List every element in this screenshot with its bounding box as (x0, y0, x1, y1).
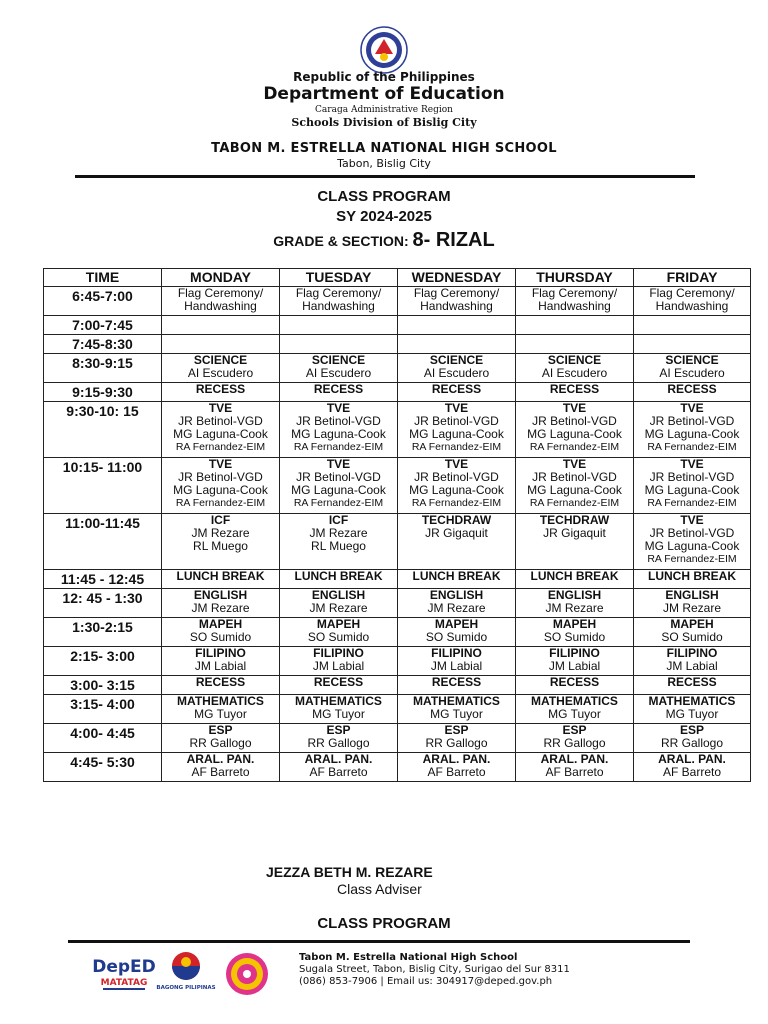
schedule-cell (634, 724, 751, 753)
schedule-cell (398, 695, 516, 724)
teacher-name: RA Fernandez-EIM (647, 497, 737, 509)
schedule-cell (516, 514, 634, 570)
schedule-cell (634, 570, 751, 589)
time-slot: 4:45- 5:30 (44, 753, 162, 782)
subject-name: MATHEMATICS (295, 694, 382, 708)
subject-name: ARAL. PAN. (186, 752, 255, 766)
activity-text: Handwashing (538, 299, 611, 313)
schedule-cell (280, 695, 398, 724)
subject-name: ESP (208, 723, 233, 737)
subject-name: RECESS (195, 675, 246, 689)
subject-name: ICF (210, 513, 231, 527)
subject-name: LUNCH BREAK (412, 569, 501, 583)
schedule-cell (162, 589, 280, 618)
subject-name: MATHEMATICS (413, 694, 500, 708)
schedule-cell (634, 383, 751, 402)
subject-name: SCIENCE (665, 353, 719, 367)
subject-name: SCIENCE (429, 353, 484, 367)
schedule-cell (398, 354, 516, 383)
schedule-cell (516, 753, 634, 782)
footer-contact: (086) 853-7906 | Email us: 304917@deped.gov.ph (299, 976, 553, 987)
subject-name: ARAL. PAN. (658, 752, 726, 766)
schedule-cell (162, 676, 280, 695)
teacher-name: MG Laguna-Cook (173, 483, 268, 497)
schedule-cell (162, 514, 280, 570)
grade-section-label: GRADE & SECTION: (273, 233, 413, 249)
schedule-cell (634, 354, 751, 383)
teacher-name: JM Labial (194, 659, 247, 673)
time-slot: 9:30-10: 15 (44, 402, 162, 458)
table-row (44, 514, 751, 570)
teacher-name: MG Laguna-Cook (291, 427, 386, 441)
teacher-name: JR Betinol-VGD (178, 414, 263, 428)
schedule-cell (162, 618, 280, 647)
schedule-cell (280, 753, 398, 782)
schedule-cell (634, 316, 751, 335)
subject-name: SCIENCE (311, 353, 366, 367)
grade-section-value: 8- RIZAL (412, 229, 495, 251)
teacher-name: AF Barreto (545, 765, 604, 779)
subject-name: RECESS (667, 675, 717, 689)
subject-name: ENGLISH (311, 588, 366, 602)
teacher-name: AF Barreto (309, 765, 368, 779)
teacher-name: RA Fernandez-EIM (411, 497, 502, 509)
schedule-cell (398, 514, 516, 570)
teacher-name: SO Sumido (189, 630, 252, 644)
subject-name: MATHEMATICS (177, 694, 264, 708)
schedule-cell (516, 695, 634, 724)
subject-name: RECESS (667, 382, 717, 396)
subject-name: MAPEH (670, 617, 714, 631)
schedule-cell (162, 458, 280, 514)
table-row (44, 316, 751, 335)
class-schedule-table (43, 268, 751, 782)
schedule-cell (516, 402, 634, 458)
bagong-logo-text: BAGONG PILIPINAS (156, 985, 216, 991)
subject-name: MAPEH (316, 617, 361, 631)
column-header: FRIDAY (634, 269, 751, 287)
teacher-name: MG Laguna-Cook (644, 483, 740, 497)
subject-name: ARAL. PAN. (540, 752, 609, 766)
teacher-name: JR Gigaquit (543, 526, 606, 540)
table-row (44, 570, 751, 589)
table-row (44, 724, 751, 753)
subject-name: TVE (680, 401, 704, 415)
table-row (44, 402, 751, 458)
schedule-cell (398, 458, 516, 514)
table-row (44, 383, 751, 402)
schedule-cell (516, 316, 634, 335)
schedule-cell (280, 570, 398, 589)
deped-logo-text: DepED (92, 957, 156, 977)
activity-text: Flag Ceremony/ (531, 286, 618, 300)
schedule-cell (162, 316, 280, 335)
subject-name: ARAL. PAN. (422, 752, 491, 766)
teacher-name: JR Betinol-VGD (414, 470, 499, 484)
activity-text: Handwashing (420, 299, 493, 313)
activity-text: Handwashing (655, 299, 729, 313)
teacher-name: RA Fernandez-EIM (411, 441, 502, 453)
subject-name: FILIPINO (666, 646, 718, 660)
teacher-name: SO Sumido (661, 630, 723, 644)
schedule-cell (398, 287, 516, 316)
column-header: MONDAY (162, 269, 280, 287)
subject-name: MAPEH (552, 617, 597, 631)
teacher-name: RR Gallogo (660, 736, 724, 750)
subject-name: LUNCH BREAK (648, 569, 736, 583)
footer-address: Sugala Street, Tabon, Bislig City, Surigao del Sur 8311 (299, 964, 570, 975)
table-row (44, 647, 751, 676)
header-department: Department of Education (263, 84, 505, 104)
grade-section (0, 229, 768, 252)
teacher-name: RA Fernandez-EIM (293, 497, 384, 509)
schedule-cell (398, 589, 516, 618)
subject-name: ENGLISH (665, 588, 719, 602)
table-row (44, 753, 751, 782)
subject-name: TECHDRAW (539, 513, 610, 527)
schedule-cell (162, 287, 280, 316)
subject-name: LUNCH BREAK (530, 569, 619, 583)
subject-name: ESP (679, 723, 704, 737)
time-slot: 7:00-7:45 (44, 316, 162, 335)
teacher-name: JM Labial (548, 659, 601, 673)
schedule-cell (398, 316, 516, 335)
teacher-name: RA Fernandez-EIM (647, 553, 737, 565)
teacher-name: MG Laguna-Cook (291, 483, 386, 497)
teacher-name: JR Betinol-VGD (649, 414, 735, 428)
deped-seal-logo (360, 26, 408, 74)
time-slot: 1:30-2:15 (44, 618, 162, 647)
program-title: CLASS PROGRAM (317, 188, 451, 205)
schedule-cell (280, 589, 398, 618)
teacher-name: RA Fernandez-EIM (529, 441, 620, 453)
subject-name: ESP (326, 723, 351, 737)
subject-name: RECESS (313, 675, 364, 689)
schedule-cell (280, 647, 398, 676)
header-division: Schools Division of Bislig City (291, 116, 477, 129)
schedule-cell (162, 354, 280, 383)
schedule-cell (280, 383, 398, 402)
header-divider (75, 175, 695, 178)
adviser-name: JEZZA BETH M. REZARE (266, 864, 433, 880)
activity-text: Handwashing (184, 299, 257, 313)
subject-name: ENGLISH (193, 588, 248, 602)
teacher-name: MG Tuyor (665, 707, 719, 721)
subject-name: LUNCH BREAK (294, 569, 383, 583)
schedule-cell (162, 402, 280, 458)
subject-name: ICF (328, 513, 349, 527)
subject-name: TVE (208, 401, 233, 415)
bagong-pilipinas-logo (156, 948, 216, 992)
table-header-row (44, 269, 751, 287)
schedule-cell (280, 316, 398, 335)
subject-name: TECHDRAW (421, 513, 492, 527)
activity-text: Handwashing (302, 299, 375, 313)
subject-name: TVE (444, 401, 469, 415)
subject-name: TVE (326, 401, 351, 415)
subject-name: TVE (562, 457, 587, 471)
table-row (44, 458, 751, 514)
teacher-name: JR Betinol-VGD (178, 470, 263, 484)
time-slot: 3:00- 3:15 (44, 676, 162, 695)
teacher-name: RR Gallogo (307, 736, 370, 750)
teacher-name: MG Laguna-Cook (644, 539, 740, 553)
teacher-name: MG Tuyor (194, 707, 247, 721)
schedule-cell (398, 647, 516, 676)
time-slot: 7:45-8:30 (44, 335, 162, 354)
subject-name: TVE (680, 457, 704, 471)
matatag-logo-text: MATATAG (100, 978, 148, 988)
schedule-cell (516, 335, 634, 354)
teacher-name: AI Escudero (659, 366, 725, 380)
subject-name: MAPEH (198, 617, 243, 631)
teacher-name: JM Labial (666, 659, 718, 673)
schedule-cell (398, 676, 516, 695)
time-slot: 3:15- 4:00 (44, 695, 162, 724)
header-school: TABON M. ESTRELLA NATIONAL HIGH SCHOOL (211, 141, 557, 156)
teacher-name: JM Rezare (662, 601, 721, 615)
school-seal-logo (225, 952, 269, 996)
teacher-name: RA Fernandez-EIM (175, 441, 266, 453)
schedule-cell (516, 383, 634, 402)
column-header: THURSDAY (516, 269, 634, 287)
footer-title: CLASS PROGRAM (317, 915, 451, 932)
school-year: SY 2024-2025 (336, 208, 432, 225)
table-row (44, 589, 751, 618)
teacher-name: RR Gallogo (543, 736, 606, 750)
header-region: Caraga Administrative Region (315, 105, 453, 115)
schedule-cell (398, 618, 516, 647)
schedule-cell (634, 287, 751, 316)
teacher-name: JM Labial (312, 659, 365, 673)
activity-text: Flag Ceremony/ (177, 286, 264, 300)
schedule-cell (162, 383, 280, 402)
footer-divider (68, 940, 690, 943)
teacher-name: AI Escudero (187, 366, 254, 380)
subject-name: ESP (562, 723, 587, 737)
schedule-cell (634, 676, 751, 695)
teacher-name: MG Tuyor (430, 707, 483, 721)
schedule-cell (162, 695, 280, 724)
teacher-name: JR Betinol-VGD (296, 414, 381, 428)
teacher-name: SO Sumido (425, 630, 488, 644)
subject-name: RECESS (549, 382, 600, 396)
teacher-name: JM Rezare (309, 601, 368, 615)
time-slot: 4:00- 4:45 (44, 724, 162, 753)
teacher-name: JR Betinol-VGD (649, 526, 735, 540)
schedule-cell (280, 458, 398, 514)
teacher-name: JM Rezare (427, 601, 486, 615)
schedule-cell (516, 618, 634, 647)
header-republic: Republic of the Philippines (293, 70, 475, 84)
teacher-name: MG Tuyor (312, 707, 365, 721)
subject-name: RECESS (549, 675, 600, 689)
deped-matatag-logo (92, 950, 156, 992)
time-slot: 11:45 - 12:45 (44, 570, 162, 589)
table-row (44, 354, 751, 383)
header-location: Tabon, Bislig City (337, 157, 431, 170)
schedule-cell (280, 724, 398, 753)
time-slot: 11:00-11:45 (44, 514, 162, 570)
schedule-cell (162, 753, 280, 782)
schedule-cell (516, 458, 634, 514)
subject-name: MATHEMATICS (531, 694, 618, 708)
teacher-name: JR Betinol-VGD (532, 470, 617, 484)
time-slot: 6:45-7:00 (44, 287, 162, 316)
schedule-cell (162, 647, 280, 676)
table-row (44, 676, 751, 695)
teacher-name: AI Escudero (541, 366, 608, 380)
subject-name: RECESS (195, 382, 246, 396)
teacher-name: MG Laguna-Cook (644, 427, 740, 441)
activity-text: Flag Ceremony/ (295, 286, 382, 300)
teacher-name: MG Laguna-Cook (409, 483, 504, 497)
subject-name: LUNCH BREAK (176, 569, 265, 583)
schedule-cell (280, 618, 398, 647)
subject-name: RECESS (431, 675, 482, 689)
adviser-role: Class Adviser (337, 881, 422, 897)
subject-name: RECESS (313, 382, 364, 396)
column-header: TUESDAY (280, 269, 398, 287)
schedule-cell (162, 570, 280, 589)
teacher-name: JR Betinol-VGD (649, 470, 735, 484)
teacher-name: JR Gigaquit (425, 526, 488, 540)
teacher-name: RL Muego (311, 539, 366, 553)
time-slot: 12: 45 - 1:30 (44, 589, 162, 618)
schedule-cell (280, 402, 398, 458)
teacher-name: JM Labial (430, 659, 483, 673)
column-header: WEDNESDAY (398, 269, 516, 287)
schedule-cell (398, 383, 516, 402)
schedule-cell (634, 647, 751, 676)
subject-name: ESP (444, 723, 469, 737)
teacher-name: MG Laguna-Cook (409, 427, 504, 441)
table-row (44, 618, 751, 647)
schedule-cell (162, 335, 280, 354)
subject-name: TVE (680, 513, 704, 527)
teacher-name: MG Tuyor (548, 707, 601, 721)
schedule-cell (516, 287, 634, 316)
schedule-cell (634, 753, 751, 782)
schedule-cell (516, 676, 634, 695)
schedule-cell (280, 335, 398, 354)
teacher-name: JM Rezare (545, 601, 604, 615)
time-slot: 10:15- 11:00 (44, 458, 162, 514)
schedule-cell (634, 458, 751, 514)
teacher-name: RL Muego (193, 539, 248, 553)
teacher-name: JM Rezare (309, 526, 368, 540)
time-slot: 9:15-9:30 (44, 383, 162, 402)
teacher-name: AI Escudero (305, 366, 372, 380)
teacher-name: AF Barreto (191, 765, 250, 779)
teacher-name: RR Gallogo (189, 736, 252, 750)
teacher-name: RA Fernandez-EIM (529, 497, 620, 509)
teacher-name: AF Barreto (427, 765, 486, 779)
activity-text: Flag Ceremony/ (413, 286, 500, 300)
teacher-name: RA Fernandez-EIM (175, 497, 266, 509)
teacher-name: JR Betinol-VGD (532, 414, 617, 428)
subject-name: MATHEMATICS (648, 694, 736, 708)
teacher-name: MG Laguna-Cook (527, 427, 622, 441)
schedule-cell (516, 354, 634, 383)
schedule-cell (516, 570, 634, 589)
subject-name: TVE (326, 457, 351, 471)
teacher-name: JR Betinol-VGD (414, 414, 499, 428)
schedule-cell (516, 589, 634, 618)
schedule-cell (398, 402, 516, 458)
teacher-name: JR Betinol-VGD (296, 470, 381, 484)
schedule-cell (398, 724, 516, 753)
subject-name: RECESS (431, 382, 482, 396)
table-row (44, 695, 751, 724)
schedule-cell (634, 618, 751, 647)
subject-name: SCIENCE (547, 353, 602, 367)
table-row (44, 287, 751, 316)
subject-name: TVE (444, 457, 469, 471)
subject-name: FILIPINO (431, 646, 482, 660)
schedule-cell (516, 647, 634, 676)
teacher-name: SO Sumido (307, 630, 370, 644)
subject-name: TVE (562, 401, 587, 415)
subject-name: FILIPINO (195, 646, 246, 660)
subject-name: ENGLISH (429, 588, 484, 602)
schedule-cell (634, 514, 751, 570)
teacher-name: AI Escudero (423, 366, 490, 380)
column-header: TIME (44, 269, 162, 287)
schedule-cell (280, 676, 398, 695)
teacher-name: JM Rezare (191, 526, 250, 540)
activity-text: Flag Ceremony/ (649, 286, 735, 300)
schedule-cell (398, 570, 516, 589)
teacher-name: SO Sumido (543, 630, 606, 644)
teacher-name: AF Barreto (662, 765, 722, 779)
subject-name: FILIPINO (549, 646, 600, 660)
schedule-cell (398, 753, 516, 782)
schedule-cell (634, 402, 751, 458)
teacher-name: RA Fernandez-EIM (293, 441, 384, 453)
schedule-cell (634, 695, 751, 724)
time-slot: 8:30-9:15 (44, 354, 162, 383)
table-row (44, 335, 751, 354)
schedule-cell (280, 287, 398, 316)
teacher-name: JM Rezare (191, 601, 250, 615)
subject-name: TVE (208, 457, 233, 471)
teacher-name: MG Laguna-Cook (173, 427, 268, 441)
schedule-cell (634, 335, 751, 354)
subject-name: MAPEH (434, 617, 479, 631)
subject-name: FILIPINO (313, 646, 364, 660)
teacher-name: RA Fernandez-EIM (647, 441, 737, 453)
schedule-cell (398, 335, 516, 354)
teacher-name: MG Laguna-Cook (527, 483, 622, 497)
schedule-cell (516, 724, 634, 753)
schedule-cell (634, 589, 751, 618)
subject-name: SCIENCE (193, 353, 248, 367)
schedule-cell (280, 354, 398, 383)
schedule-cell (280, 514, 398, 570)
footer-school-name: Tabon M. Estrella National High School (299, 952, 518, 963)
teacher-name: RR Gallogo (425, 736, 488, 750)
schedule-cell (162, 724, 280, 753)
subject-name: ENGLISH (547, 588, 602, 602)
subject-name: ARAL. PAN. (304, 752, 373, 766)
time-slot: 2:15- 3:00 (44, 647, 162, 676)
